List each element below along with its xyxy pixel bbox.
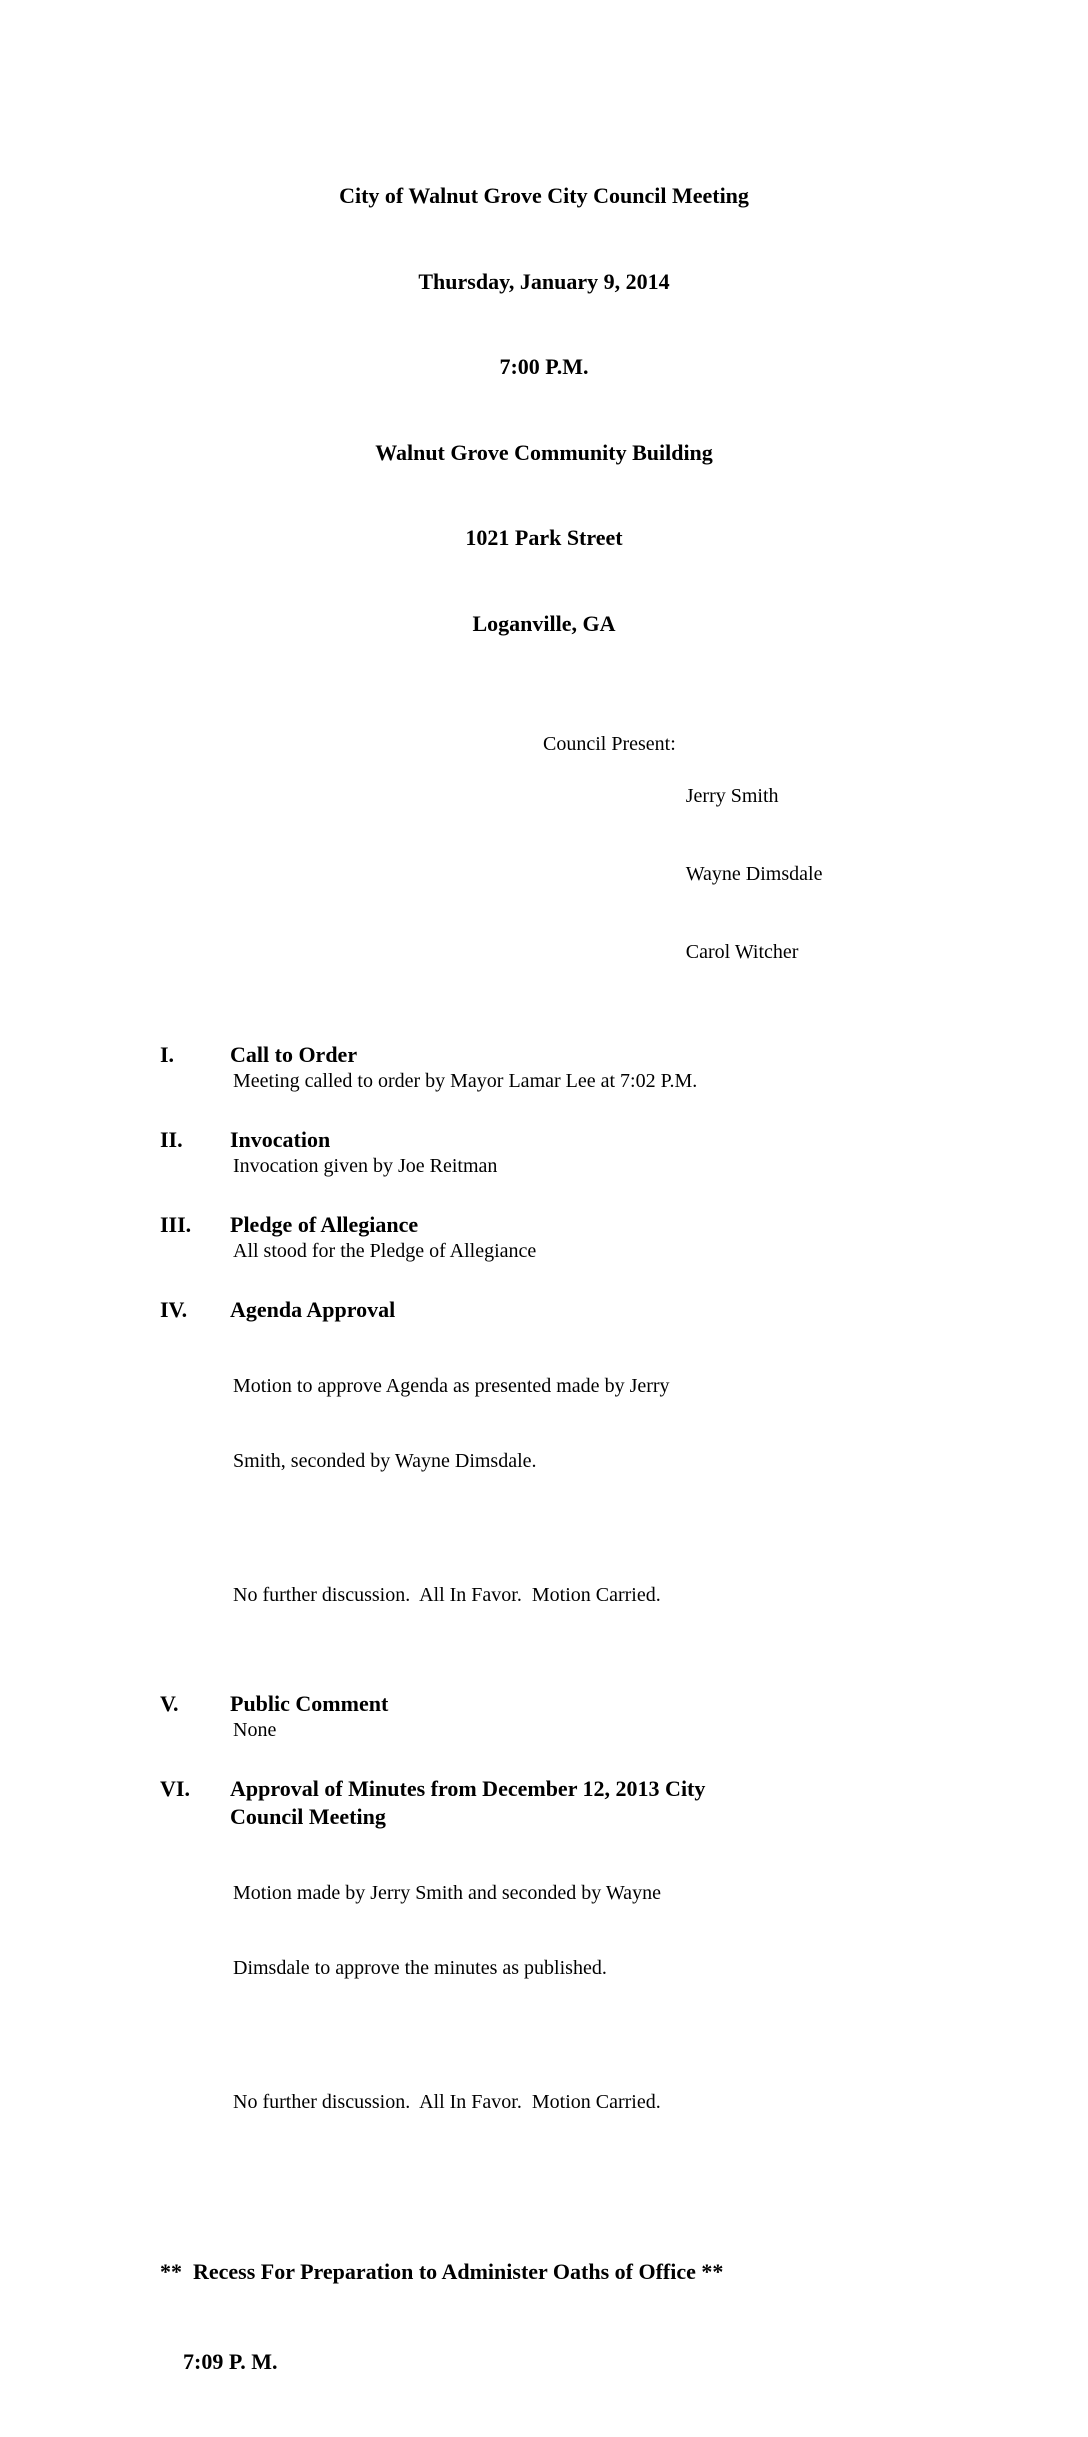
recess-time: 7:09 P. M.: [183, 2349, 278, 2374]
agenda-item-title: Pledge of Allegiance: [230, 1212, 419, 1237]
agenda-body-line: None: [233, 1719, 277, 1741]
agenda-item-numeral: IV.: [160, 1297, 188, 1322]
header-venue: Walnut Grove Community Building: [375, 439, 713, 465]
agenda-item-body: [233, 1069, 1008, 1094]
agenda-body-line: No further discussion. All In Favor. Motion Carried.: [233, 1584, 661, 1606]
agenda-body-line: All stood for the Pledge of Allegiance: [233, 1240, 537, 1262]
header-date: Thursday, January 9, 2014: [418, 268, 670, 294]
agenda-body-line: Motion to approve Agenda as presented made by Jerry: [233, 1375, 670, 1397]
agenda-item-content: [230, 1041, 1008, 1094]
agenda-item-title: Invocation: [230, 1127, 331, 1152]
agenda-item-content: [230, 1775, 1008, 2165]
agenda-body-line: Motion made by Jerry Smith and seconded by Wayne: [233, 1882, 661, 1904]
agenda-body-line: No further discussion. All In Favor. Motion Carried.: [233, 2091, 661, 2113]
agenda-item-body: [233, 1718, 1008, 1743]
header-city: Loganville, GA: [472, 610, 616, 636]
council-present-names: [686, 731, 823, 1017]
agenda-list: [160, 1041, 1008, 2165]
council-member-name: Carol Witcher: [685, 941, 799, 963]
agenda-body-line: Invocation given by Joe Reitman: [233, 1155, 498, 1177]
agenda-item-pledge: [160, 1211, 1008, 1264]
agenda-body-paragraph: [233, 1831, 1008, 2031]
agenda-item-content: [230, 1211, 1008, 1264]
header-title: City of Walnut Grove City Council Meeting: [339, 183, 749, 208]
agenda-item-minutes-approval: [160, 1775, 1008, 2165]
agenda-item-agenda-approval: [160, 1296, 1008, 1658]
council-member-name: Wayne Dimsdale: [685, 863, 823, 885]
agenda-item-numeral: V.: [160, 1691, 179, 1716]
agenda-item-numeral: II.: [160, 1127, 183, 1152]
agenda-item-numeral: III.: [160, 1212, 192, 1237]
agenda-item-body: [233, 1831, 1008, 2165]
agenda-item-title-line: Council Meeting: [230, 1804, 386, 1829]
council-present-label: Council Present:: [543, 733, 676, 755]
agenda-item-content: [230, 1690, 1008, 1743]
header-time: 7:00 P.M.: [499, 354, 589, 379]
council-member-name: Jerry Smith: [685, 785, 779, 807]
recess-note: [160, 2197, 1088, 2437]
agenda-item-numeral: I.: [160, 1042, 175, 1067]
recess-title: ** Recess For Preparation to Administer Oaths of Office **: [160, 2259, 724, 2284]
agenda-body-line: Meeting called to order by Mayor Lamar Lee at 7:02 P.M.: [233, 1070, 698, 1092]
agenda-item-title-line: Approval of Minutes from December 12, 2013 City: [230, 1776, 706, 1801]
agenda-body-paragraph: [233, 1324, 1008, 1524]
agenda-item-body: [233, 1154, 1008, 1179]
agenda-body-paragraph: [233, 1533, 1008, 1658]
header-street: 1021 Park Street: [465, 525, 623, 550]
council-present-block: [543, 731, 1088, 1017]
agenda-item-call-to-order: [160, 1041, 1008, 1094]
agenda-item-title: Call to Order: [230, 1042, 358, 1067]
agenda-body-paragraph: [233, 2040, 1008, 2165]
agenda-item-invocation: [160, 1126, 1008, 1179]
document-header: [0, 0, 1088, 695]
agenda-item-content: [230, 1296, 1008, 1658]
agenda-item-public-comment: [160, 1690, 1008, 1743]
agenda-item-numeral: VI.: [160, 1776, 190, 1801]
agenda-item-title: Agenda Approval: [230, 1297, 396, 1322]
agenda-item-body: [233, 1324, 1008, 1658]
agenda-body-line: Smith, seconded by Wayne Dimsdale.: [233, 1450, 537, 1472]
agenda-body-line: Dimsdale to approve the minutes as published.: [233, 1957, 607, 1979]
agenda-item-title: Public Comment: [230, 1691, 389, 1716]
agenda-item-body: [233, 1239, 1008, 1264]
agenda-item-content: [230, 1126, 1008, 1179]
